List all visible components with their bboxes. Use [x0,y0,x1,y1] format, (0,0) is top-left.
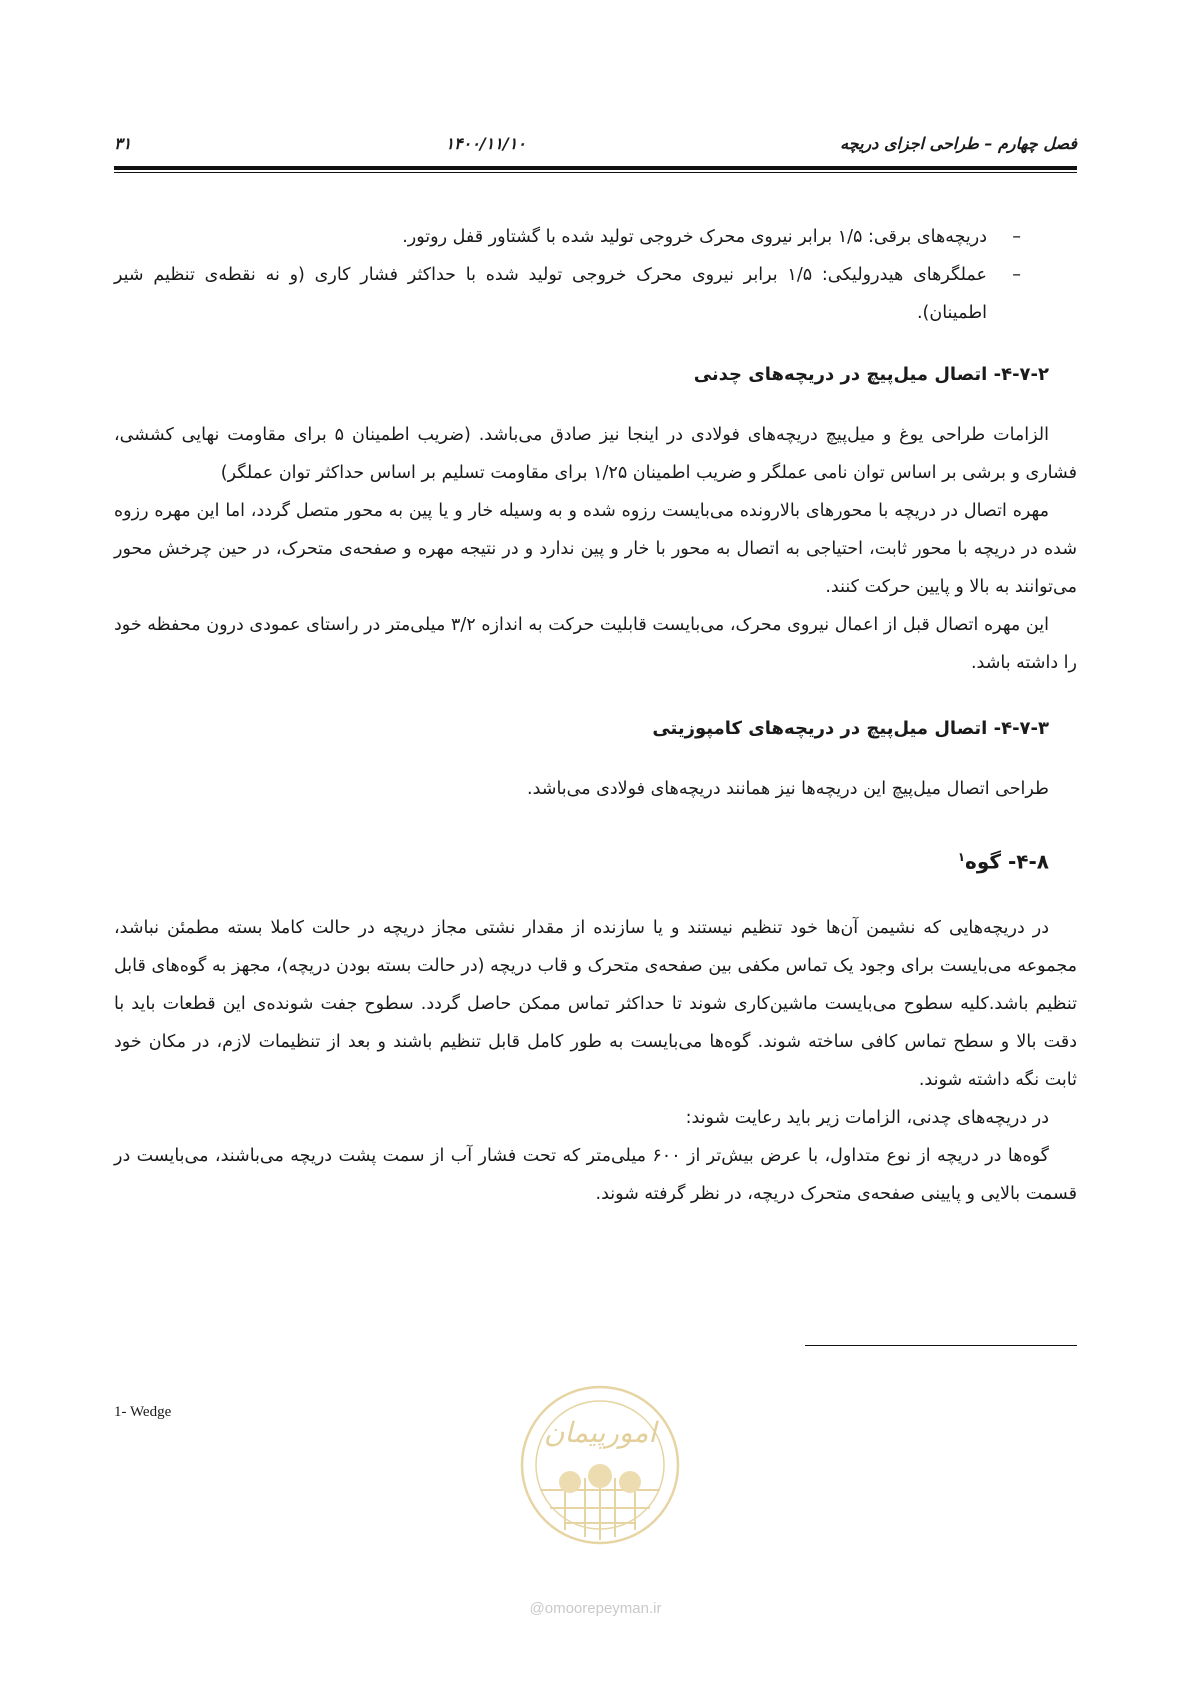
footnote: 1- Wedge [114,1404,172,1420]
bullet-item [114,218,1077,256]
page-number: ۳۱ [114,133,132,153]
section-heading-cast-iron: ۴-۷-۲- اتصال میل‌پیچ در دریچه‌های چدنی [693,364,1049,385]
bullet-item [114,256,1077,332]
bullet-text: عملگرهای هیدرولیکی: ۱/۵ برابر نیروی محرک خروجی تولید شده با حداکثر فشار کاری (و نه نقطه‌ی تنظیم شیر اطمینان). [114,265,987,323]
footnote-separator [805,1345,1077,1346]
header-rule-thick [114,166,1077,170]
watermark-site-text: omoorepeyman.ir [544,1600,662,1617]
paragraph: در دریچه‌های چدنی، الزامات زیر باید رعایت شوند: [685,1107,1049,1128]
watermark-logo-text: امورپیمان [543,1416,657,1449]
paragraph: مهره اتصال در دریچه با محورهای بالارونده می‌بایست رزوه شده و به وسیله خار و یا پین به محور متصل گردد، اما این مهره رزوه شده در دریچه با محور ثابت، احتیاجی به اتصال به محور با خار و پین ندارد و در نتیجه مهره و صفحه‌ی متحرک، در حین چرخش محور می‌توانند به بالا و پایین حرکت کنند. [114,501,1077,597]
paragraph: این مهره اتصال قبل از اعمال نیروی محرک، می‌بایست قابلیت حرکت به اندازه ۳/۲ میلی‌متر در راستای عمودی درون محفظه خود را داشته باشد. [114,615,1077,673]
paragraph: در دریچه‌هایی که نشیمن آن‌ها خود تنظیم نیستند و یا سازنده از مقدار نشتی مجاز دریچه در حالت کاملا بسته مطمئن نباشد، مجموعه می‌بایست برای وجود یک تماس مکفی بین صفحه‌ی متحرک و قاب دریچه (در حالت بسته بودن دریچه)، مجهز به گوه‌های قابل تنظیم باشد.کلیه سطوح می‌بایست ماشین‌کاری شوند تا حداکثر تماس ممکن حاصل گردد. سطوح جفت شونده‌ی این قطعات باید با دقت بالا و سطح تماس کافی ساخته شوند. گوه‌ها می‌بایست به طور کامل قابل تنظیم باشند و بعد از تنظیمات لازم، در مکان خود ثابت نگه داشته شوند. [114,917,1077,1090]
wedge-heading-text: ۴-۸- گوه [965,849,1049,874]
watermark-seal-logo [510,1380,690,1550]
at-icon: @ [529,1600,545,1617]
paragraph: الزامات طراحی یوغ و میل‌پیچ دریچه‌های فولادی در اینجا نیز صادق می‌باشد. (ضریب اطمینان ۵ برای مقاومت نهایی کششی، فشاری و برشی بر اساس توان نامی عملگر و ضریب اطمینان ۱/۲۵ برای مقاومت تسلیم بر اساس حداکثر توان عملگر) [114,425,1077,483]
bullet-dash: – [1012,265,1021,285]
footnote-mark: ۱ [957,850,966,864]
page-header [114,128,1077,158]
paragraph: طراحی اتصال میل‌پیچ این دریچه‌ها نیز همانند دریچه‌های فولادی می‌باشد. [527,779,1049,799]
header-rule-thin [114,172,1077,173]
page-body [114,218,1077,1213]
bullet-text: دریچه‌های برقی: ۱/۵ برابر نیروی محرک خروجی تولید شده با گشتاور قفل روتور. [402,227,987,247]
chapter-title: فصل چهارم – طراحی اجزای دریچه [840,133,1077,153]
section-heading-composite: ۴-۷-۳- اتصال میل‌پیچ در دریچه‌های کامپوزیتی [652,718,1049,739]
header-date: ۱۴۰۰/۱۱/۱۰ [445,133,526,153]
watermark-site [0,1600,1191,1617]
bullet-dash: – [1012,227,1021,247]
paragraph: گوه‌ها در دریچه از نوع متداول، با عرض بیش‌تر از ۶۰۰ میلی‌متر که تحت فشار آب از سمت پشت دریچه می‌باشند، می‌بایست در قسمت بالایی و پایینی صفحه‌ی متحرک دریچه، در نظر گرفته شوند. [114,1145,1077,1204]
section-heading-wedge [114,838,1077,881]
